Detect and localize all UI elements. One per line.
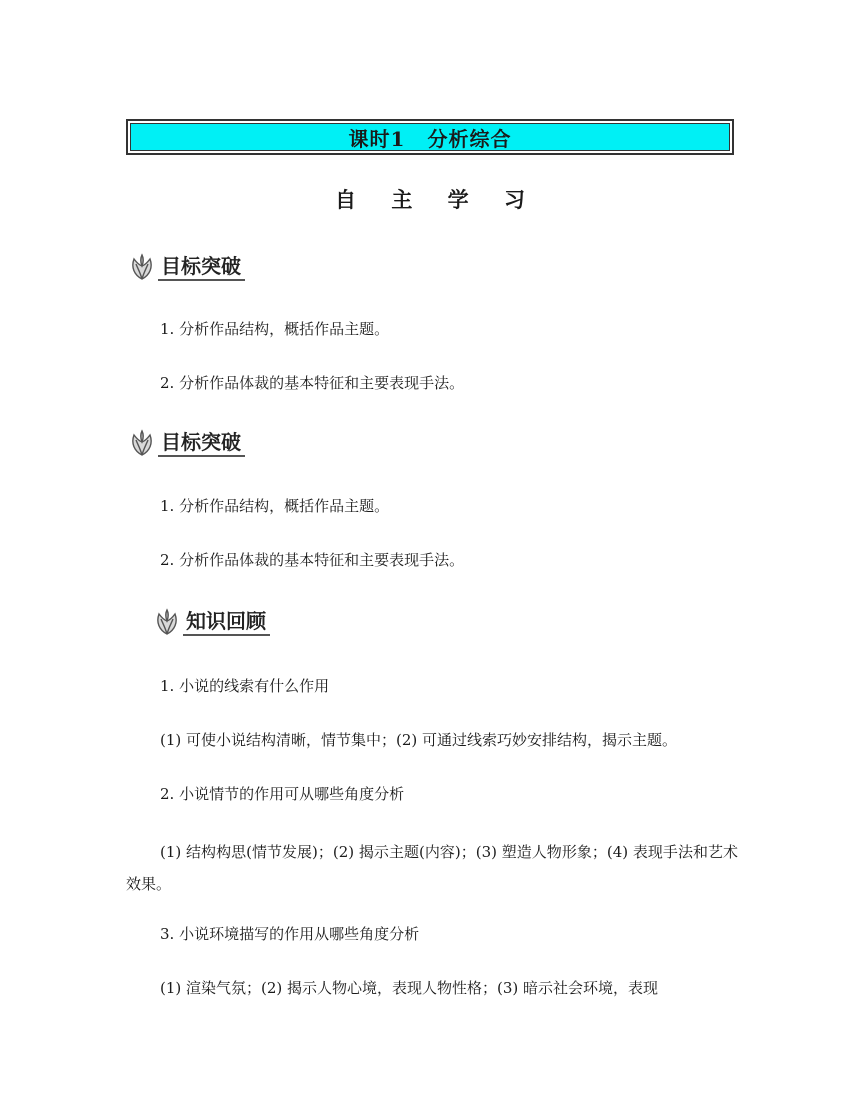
lesson-topic: 分析综合 [427,126,512,151]
goal-heading-2 [127,426,245,460]
review-answer-2: (1) 结构构思(情节发展)；(2) 揭示主题(内容)；(3) 塑造人物形象；(4) 表现手法和艺术效果。 [126,843,738,893]
goal-heading-1-label: 目标突破 [158,254,245,281]
flower-bud-icon [127,252,157,282]
flower-bud-icon [152,607,182,637]
lesson-banner [126,119,734,155]
flower-bud-icon [127,428,157,458]
review-question-3: 3. 小说环境描写的作用从哪些角度分析 [160,925,420,943]
section-title: 自 主 学 习 [335,187,539,212]
review-answer-1: (1) 可使小说结构清晰，情节集中；(2) 可通过线索巧妙安排结构，揭示主题。 [160,731,678,749]
goal-heading-1 [127,250,245,284]
knowledge-heading-label: 知识回顾 [183,609,270,636]
review-question-2: 2. 小说情节的作用可从哪些角度分析 [160,785,405,803]
goal-heading-2-label: 目标突破 [158,430,245,457]
lesson-number: 课时1 [348,126,406,151]
goal-2-item-1: 1. 分析作品结构，概括作品主题。 [160,497,390,515]
goal-1-item-2: 2. 分析作品体裁的基本特征和主要表现手法。 [160,374,465,392]
goal-2-item-2: 2. 分析作品体裁的基本特征和主要表现手法。 [160,551,465,569]
review-answer-3: (1) 渲染气氛；(2) 揭示人物心境，表现人物性格；(3) 暗示社会环境，表现 [160,979,659,997]
lesson-banner-title [130,123,730,151]
review-question-1: 1. 小说的线索有什么作用 [160,677,330,695]
knowledge-heading [152,605,270,639]
goal-1-item-1: 1. 分析作品结构，概括作品主题。 [160,320,390,338]
